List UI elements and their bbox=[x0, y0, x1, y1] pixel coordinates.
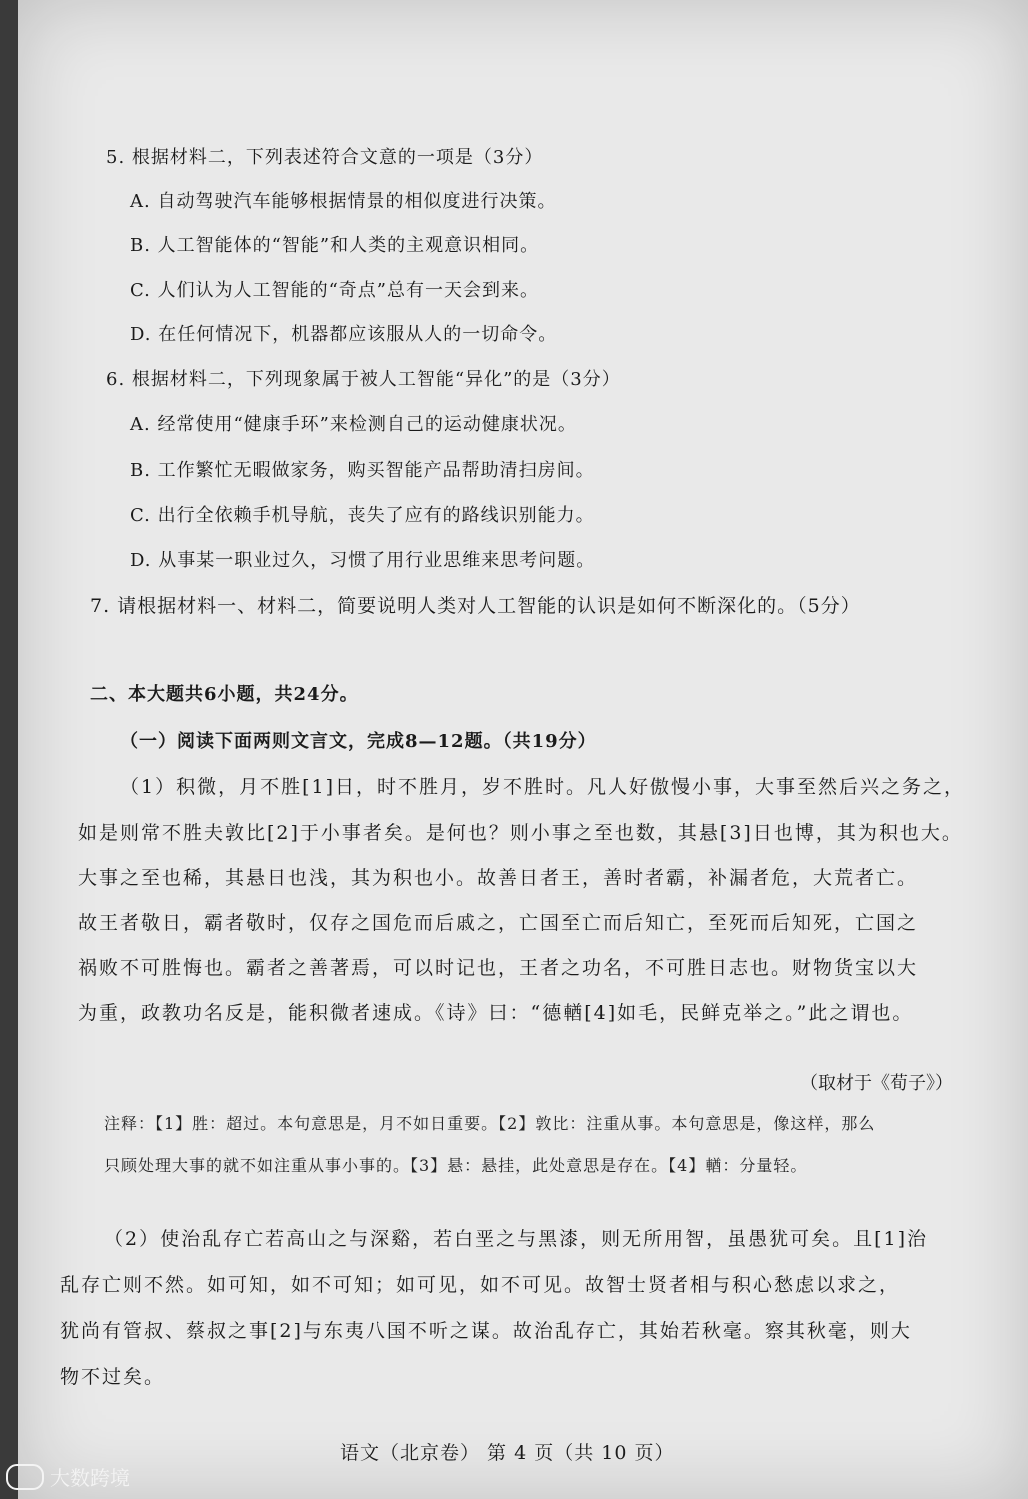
question-6-option-c: C. 出行全依赖手机导航，丧失了应有的路线识别能力。 bbox=[130, 505, 595, 526]
section-2-heading: 二、本大题共6小题，共24分。 bbox=[90, 684, 359, 705]
question-6-option-d: D. 从事某一职业过久，习惯了用行业思维来思考问题。 bbox=[130, 550, 596, 571]
passage-2-line-1: （2）使治乱存亡若高山之与深谿，若白垩之与黑漆，则无所用智，虽愚犹可矣。且[1]治 bbox=[104, 1228, 929, 1250]
question-7-stem: 7. 请根据材料一、材料二，简要说明人类对人工智能的认识是如何不断深化的。（5分） bbox=[90, 595, 861, 617]
section-2-subheading: （一）阅读下面两则文言文，完成8—12题。（共19分） bbox=[120, 731, 597, 752]
watermark bbox=[6, 1462, 130, 1491]
watermark-text: 大数跨境 bbox=[50, 1466, 130, 1490]
question-5-stem: 5. 根据材料二，下列表述符合文意的一项是（3分） bbox=[106, 147, 544, 168]
page-footer: 语文（北京卷） 第 4 页（共 10 页） bbox=[340, 1442, 675, 1464]
notes-line-2: 只顾处理大事的就不如注重从事小事的。【3】悬：悬挂，此处意思是存在。【4】輶：分量轻。 bbox=[104, 1156, 808, 1175]
question-6-option-b: B. 工作繁忙无暇做家务，购买智能产品帮助清扫房间。 bbox=[130, 460, 595, 481]
question-5-option-b: B. 人工智能体的“智能”和人类的主观意识相同。 bbox=[130, 235, 540, 256]
passage-1-line-4: 故王者敬日，霸者敬时，仅存之国危而后戚之，亡国至亡而后知亡，至死而后知死，亡国之 bbox=[78, 912, 919, 934]
question-6-stem: 6. 根据材料二，下列现象属于被人工智能“异化”的是（3分） bbox=[106, 369, 621, 390]
question-5-option-c: C. 人们认为人工智能的“奇点”总有一天会到来。 bbox=[130, 280, 539, 301]
passage-1-line-3: 大事之至也稀，其悬日也浅，其为积也小。故善日者王，善时者霸，补漏者危，大荒者亡。 bbox=[78, 867, 919, 889]
passage-1-line-6: 为重，政教功名反是，能积微者速成。《诗》曰：“德輶[4]如毛，民鲜克举之。”此之谓也。 bbox=[78, 1002, 914, 1024]
exam-page bbox=[18, 0, 1028, 1499]
watermark-logo-icon bbox=[6, 1464, 44, 1490]
passage-2-line-2: 乱存亡则不然。如可知，如不可知；如可见，如不可见。故智士贤者相与积心愁虑以求之， bbox=[60, 1274, 901, 1296]
passage-2-line-3: 犹尚有管叔、蔡叔之事[2]与东夷八国不听之谋。故治乱存亡，其始若秋毫。察其秋毫，则大 bbox=[60, 1320, 912, 1342]
question-6-option-a: A. 经常使用“健康手环”来检测自己的运动健康状况。 bbox=[130, 414, 577, 435]
question-5-option-a: A. 自动驾驶汽车能够根据情景的相似度进行决策。 bbox=[130, 191, 557, 212]
notes-line-1: 注释：【1】胜：超过。本句意思是，月不如日重要。【2】敦比：注重从事。本句意思是，像这样，那么 bbox=[104, 1114, 876, 1133]
passage-2-line-4: 物不过矣。 bbox=[60, 1366, 166, 1388]
passage-1-line-5: 祸败不可胜悔也。霸者之善著焉，可以时记也，王者之功名，不可胜日志也。财物货宝以大 bbox=[78, 957, 919, 979]
question-5-option-d: D. 在任何情况下，机器都应该服从人的一切命令。 bbox=[130, 324, 558, 345]
passage-1-line-2: 如是则常不胜夫敦比[2]于小事者矣。是何也？则小事之至也数，其悬[3]日也博，其为积也大。 bbox=[78, 822, 963, 844]
passage-1-source: （取材于《荀子》） bbox=[800, 1073, 953, 1094]
passage-1-line-1: （1）积微，月不胜[1]日，时不胜月，岁不胜时。凡人好傲慢小事，大事至然后兴之务之， bbox=[120, 776, 966, 798]
